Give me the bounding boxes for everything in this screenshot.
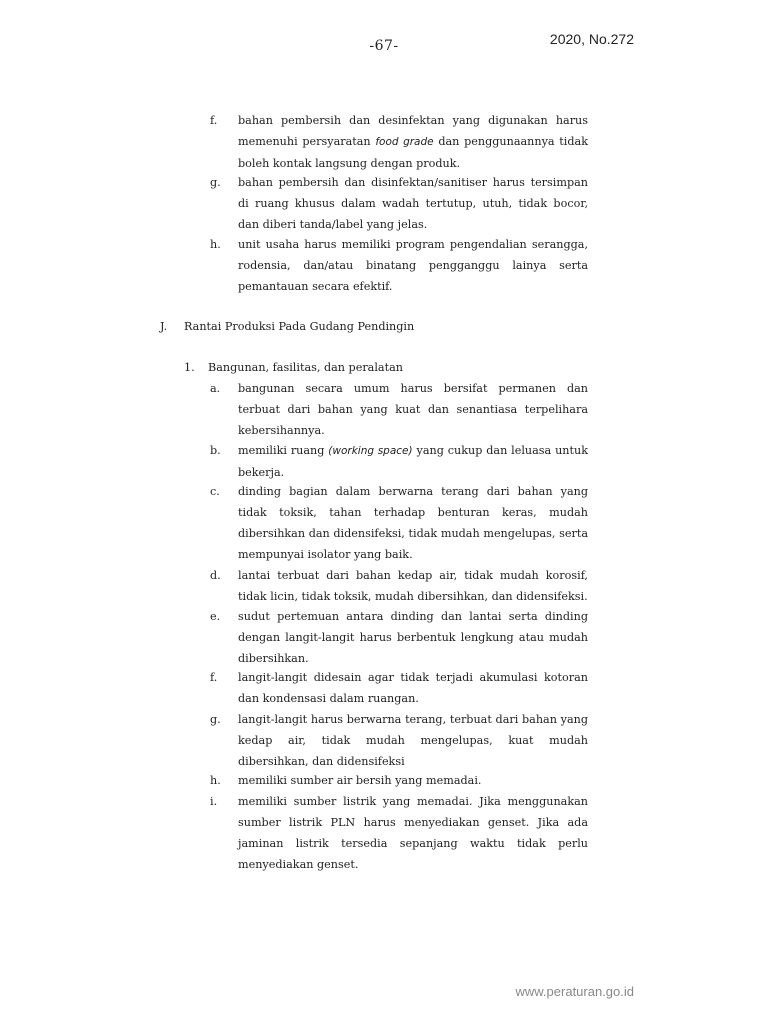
list-marker: f. <box>210 671 218 684</box>
list-item-text: langit-langit harus berwarna terang, terbuat dari bahan yang kedap air, tidak mudah mengelupas, kuat mudah dibersihkan, dan didensifeksi <box>238 713 588 768</box>
list-marker: f. <box>210 114 218 127</box>
list-marker: b. <box>210 444 221 457</box>
section-marker: J. <box>160 320 168 333</box>
list-item-text: memiliki ruang (working space) yang cukup dan leluasa untuk bekerja. <box>238 444 588 479</box>
list-item-text: sudut pertemuan antara dinding dan lantai serta dinding dengan langit-langit harus berbentuk lengkung atau mudah dibersihkan. <box>238 610 588 665</box>
footer-website: www.peraturan.go.id <box>515 984 634 999</box>
list-item-text: bangunan secara umum harus bersifat permanen dan terbuat dari bahan yang kuat dan senantiasa terpelihara kebersihannya. <box>238 382 588 437</box>
list-item-text: memiliki sumber air bersih yang memadai. <box>238 774 482 787</box>
list-item-text: memiliki sumber listrik yang memadai. Jika menggunakan sumber listrik PLN harus menyediakan genset. Jika ada jaminan listrik tersedia sepanjang waktu tidak perlu menyediakan genset. <box>238 795 588 871</box>
list-item-text: lantai terbuat dari bahan kedap air, tidak mudah korosif, tidak licin, tidak toksik, mudah dibersihkan, dan didensifeksi. <box>238 569 588 603</box>
list-marker: i. <box>210 795 218 808</box>
list-marker: g. <box>210 713 221 726</box>
list-marker: h. <box>210 774 221 787</box>
list-item-text: unit usaha harus memiliki program pengendalian serangga, rodensia, dan/atau binatang pengganggu lainya serta pemantauan secara efektif. <box>238 238 588 293</box>
section-title: Rantai Produksi Pada Gudang Pendingin <box>184 320 415 333</box>
list-marker: g. <box>210 176 221 189</box>
list-marker: a. <box>210 382 221 395</box>
emphasis-term: food grade <box>375 136 434 148</box>
document-reference: 2020, No.272 <box>549 31 634 47</box>
list-marker: h. <box>210 238 221 251</box>
list-item-text: langit-langit didesain agar tidak terjadi akumulasi kotoran dan kondensasi dalam ruangan. <box>238 671 588 705</box>
emphasis-term: (working space) <box>328 445 413 457</box>
subsection-title: Bangunan, fasilitas, dan peralatan <box>208 361 403 374</box>
page-number: -67- <box>369 38 399 54</box>
subsection-marker: 1. <box>184 361 195 374</box>
list-item-text: dinding bagian dalam berwarna terang dari bahan yang tidak toksik, tahan terhadap benturan keras, mudah dibersihkan dan didensifeksi, tidak mudah mengelupas, serta mempunyai isolator yang baik. <box>238 485 588 561</box>
list-marker: c. <box>210 485 220 498</box>
list-item-text: bahan pembersih dan desinfektan yang digunakan harus memenuhi persyaratan food grade dan penggunaannya tidak boleh kontak langsung dengan produk. <box>238 114 588 170</box>
list-item-text: bahan pembersih dan disinfektan/sanitiser harus tersimpan di ruang khusus dalam wadah tertutup, utuh, tidak bocor, dan diberi tanda/label yang jelas. <box>238 176 588 231</box>
list-marker: d. <box>210 569 221 582</box>
list-marker: e. <box>210 610 221 623</box>
